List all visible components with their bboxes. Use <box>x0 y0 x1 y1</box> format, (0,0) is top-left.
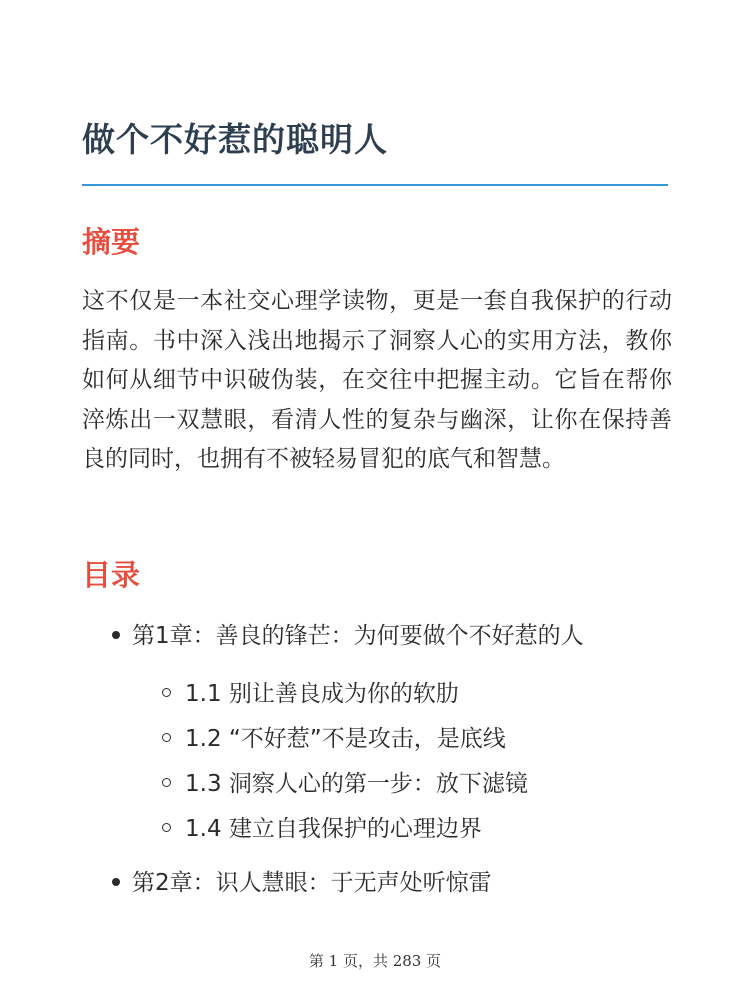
circle-bullet-icon <box>162 688 171 697</box>
bullet-icon <box>112 878 120 886</box>
toc-section-label: 1.2 “不好惹”不是攻击，是底线 <box>185 726 506 752</box>
summary-heading: 摘要 <box>82 225 141 259</box>
toc-heading: 目录 <box>82 558 141 592</box>
summary-paragraph: 这不仅是一本社交心理学读物，更是一套自我保护的行动指南。书中深入浅出地揭示了洞察人心的实用方法，教你如何从细节中识破伪装，在交往中把握主动。它旨在帮你淬炼出一双慧眼，看清人性的复杂与幽深，让你在保持善良的同时，也拥有不被轻易冒犯的底气和智慧。 <box>82 288 672 472</box>
bullet-icon <box>112 631 120 639</box>
toc-section-1-4[interactable] <box>162 809 482 849</box>
toc-section-1-3[interactable] <box>162 764 528 804</box>
toc-section-label: 1.3 洞察人心的第一步：放下滤镜 <box>185 771 528 797</box>
title-divider <box>82 184 668 186</box>
toc-chapter-2[interactable] <box>112 863 492 903</box>
circle-bullet-icon <box>162 823 171 832</box>
toc-chapter-2-label: 第2章：识人慧眼：于无声处听惊雷 <box>132 870 492 896</box>
circle-bullet-icon <box>162 778 171 787</box>
toc-chapter-1[interactable] <box>112 616 584 656</box>
toc-section-label: 1.1 别让善良成为你的软肋 <box>185 681 459 707</box>
toc-section-1-1[interactable] <box>162 674 459 714</box>
toc-chapter-1-label: 第1章：善良的锋芒：为何要做个不好惹的人 <box>132 623 584 649</box>
page-number-footer: 第 1 页，共 283 页 <box>308 952 442 970</box>
document-title: 做个不好惹的聪明人 <box>82 120 388 159</box>
toc-section-label: 1.4 建立自我保护的心理边界 <box>185 816 482 842</box>
circle-bullet-icon <box>162 733 171 742</box>
toc-section-1-2[interactable] <box>162 719 506 759</box>
